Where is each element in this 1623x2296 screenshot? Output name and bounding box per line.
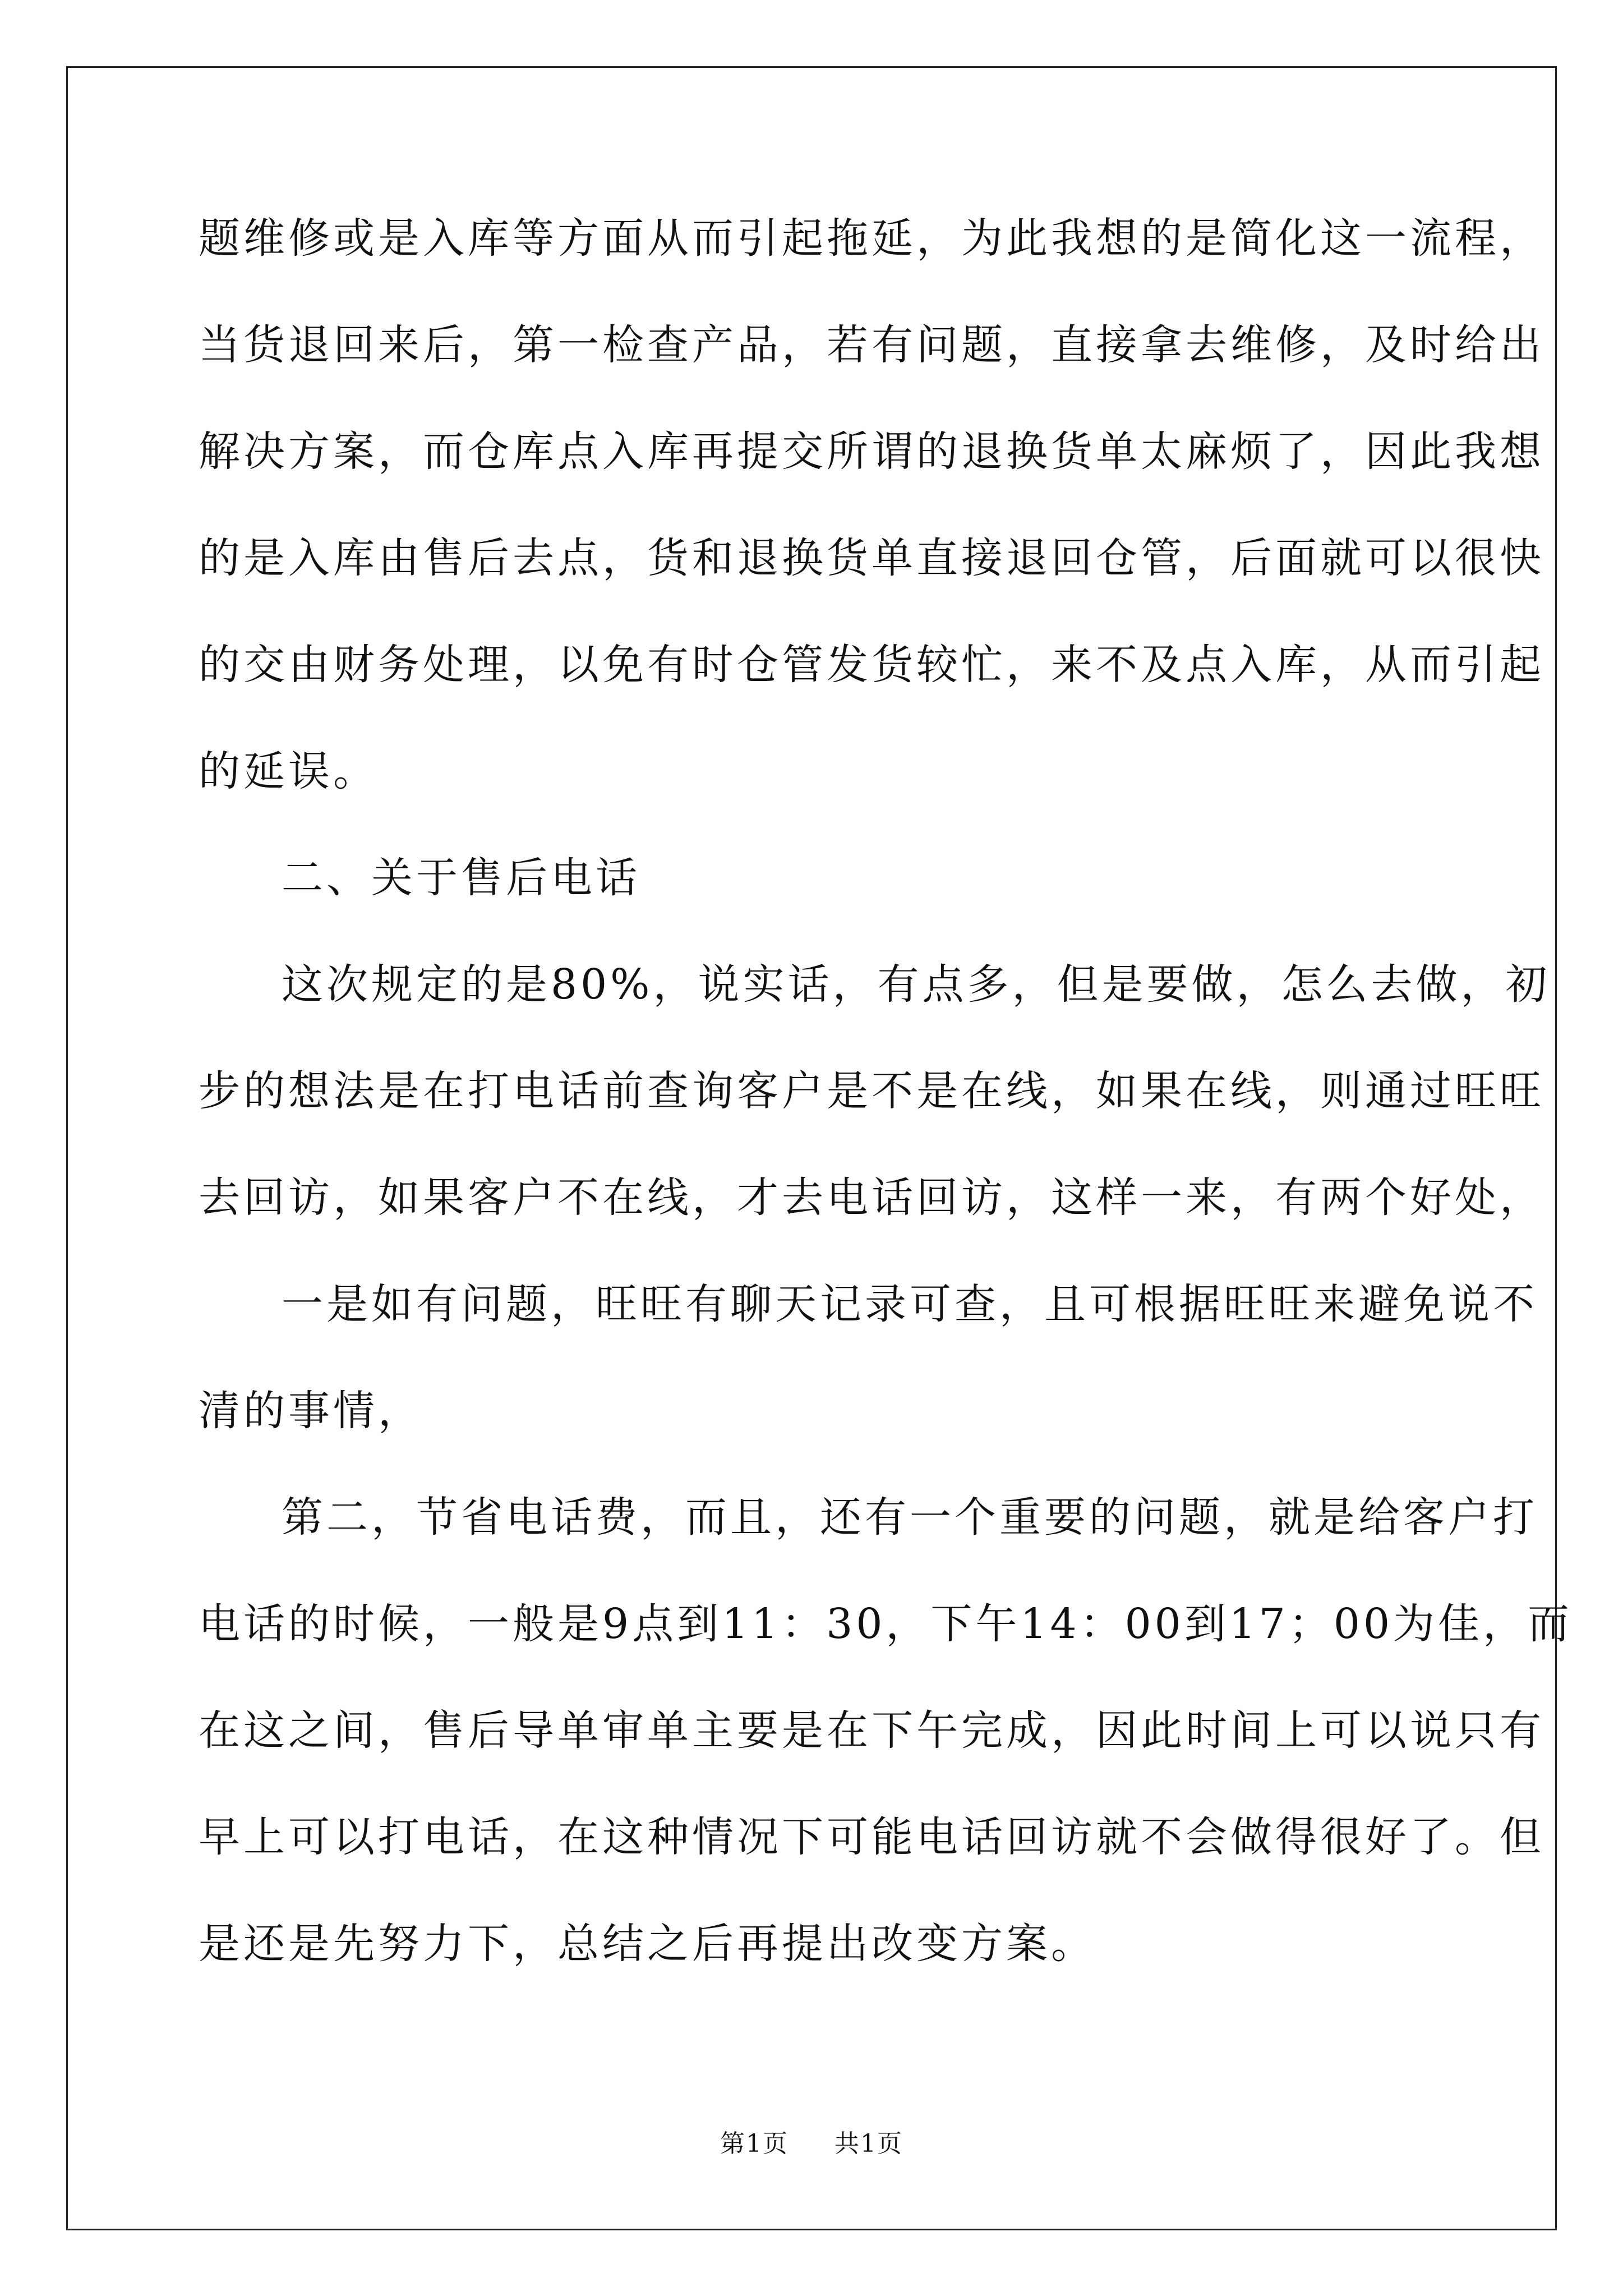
text-line: 当货退回来后，第一检查产品，若有问题，直接拿去维修，及时给出 [199,321,1544,369]
text-line: 在这之间，售后导单审单主要是在下午完成，因此时间上可以说只有 [199,1706,1544,1755]
text-line: 的交由财务处理，以免有时仓管发货较忙，来不及点入库，从而引起 [199,641,1544,689]
text-line: 的延误。 [199,747,378,795]
page-footer [0,2123,1623,2159]
text-line: 清的事情， [199,1387,423,1435]
text-line: 题维修或是入库等方面从而引起拖延，为此我想的是简化这一流程， [199,214,1544,263]
page-number-current: 第1页 [720,2129,789,2158]
text-line: 电话的时候，一般是9点到11：30，下午14：00到17；00为佳，而 [199,1600,1573,1648]
page-number-total: 共1页 [834,2129,903,2158]
text-line: 一是如有问题，旺旺有聊天记录可查，且可根据旺旺来避免说不 [282,1280,1538,1328]
text-line: 这次规定的是80%，说实话，有点多，但是要做，怎么去做，初 [282,960,1551,1009]
text-line: 第二，节省电话费，而且，还有一个重要的问题，就是给客户打 [282,1493,1538,1542]
document-body [199,185,1573,1997]
text-line: 去回访，如果客户不在线，才去电话回访，这样一来，有两个好处， [199,1174,1544,1222]
text-line: 是还是先努力下，总结之后再提出改变方案。 [199,1920,1096,1968]
text-line: 早上可以打电话，在这种情况下可能电话回访就不会做得很好了。但 [199,1813,1544,1861]
text-line: 解决方案，而仓库点入库再提交所谓的退换货单太麻烦了，因此我想 [199,427,1544,476]
text-line: 步的想法是在打电话前查询客户是不是在线，如果在线，则通过旺旺 [199,1067,1544,1115]
section-heading: 二、关于售后电话 [282,854,640,902]
text-line: 的是入库由售后去点，货和退换货单直接退回仓管，后面就可以很快 [199,534,1544,582]
